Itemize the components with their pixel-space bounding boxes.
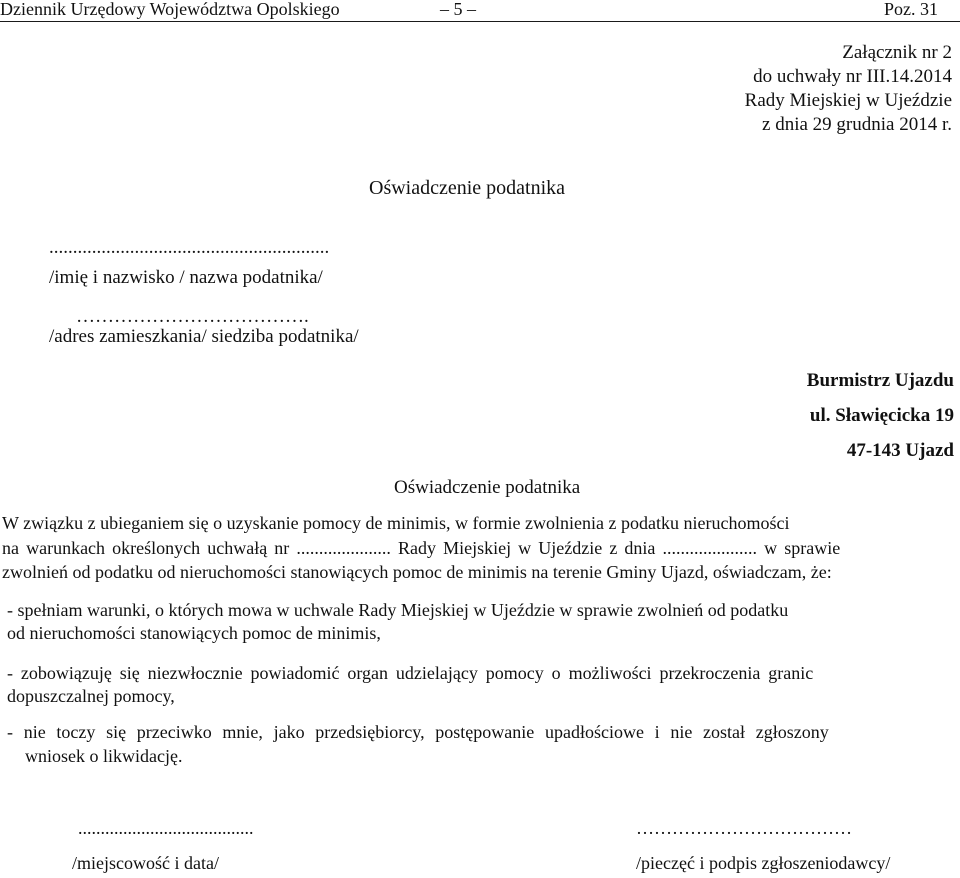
journal-title: Dziennik Urzędowy Województwa Opolskiego bbox=[0, 0, 340, 19]
list-item-3-line-2: wniosek o likwidację. bbox=[25, 746, 183, 766]
paragraph-line-1: W związku z ubieganiem się o uzyskanie pomocy de minimis, w formie zwolnienia z podatku nieruchomości bbox=[2, 513, 790, 533]
taxpayer-name-dots: ........................................................... bbox=[49, 237, 330, 258]
list-item-2-line-2: dopuszczalnej pomocy, bbox=[7, 686, 175, 706]
paragraph-line-2: na warunkach określonych uchwałą nr ..................... Rady Miejskiej w Ujeździe z dnia ..................... w sprawie bbox=[2, 538, 841, 558]
place-date-dots: ....................................... bbox=[78, 818, 254, 838]
place-date-label: /miejscowość i data/ bbox=[72, 853, 219, 873]
header-divider bbox=[0, 21, 960, 22]
list-item-3-line-1: - nie toczy się przeciwko mnie, jako przedsiębiorcy, postępowanie upadłościowe i nie został zgłoszony bbox=[7, 722, 829, 742]
attachment-line-2: do uchwały nr III.14.2014 bbox=[753, 66, 952, 87]
page-title: Oświadczenie podatnika bbox=[369, 177, 566, 199]
list-item-1-line-2: od nieruchomości stanowiących pomoc de minimis, bbox=[7, 623, 381, 643]
attachment-line-4: z dnia 29 grudnia 2014 r. bbox=[762, 114, 952, 135]
signature-label: /pieczęć i podpis zgłoszeniodawcy/ bbox=[636, 853, 891, 873]
taxpayer-address-dots: ………………………………. bbox=[76, 306, 309, 327]
recipient-line-1: Burmistrz Ujazdu bbox=[806, 370, 954, 391]
taxpayer-address-label: /adres zamieszkania/ siedziba podatnika/ bbox=[49, 326, 359, 347]
list-item-2-line-1: - zobowiązuję się niezwłocznie powiadomić organ udzielający pomocy o możliwości przekroczenia granic bbox=[7, 663, 814, 683]
taxpayer-name-label: /imię i nazwisko / nazwa podatnika/ bbox=[49, 267, 323, 288]
page-number: – 5 – bbox=[440, 0, 476, 19]
signature-dots: ……………………………… bbox=[636, 818, 852, 838]
recipient-line-2: ul. Sławięcicka 19 bbox=[809, 405, 954, 426]
paragraph-line-3: zwolnień od podatku od nieruchomości stanowiących pomoc de minimis na terenie Gminy Ujazd, oświadczam, że: bbox=[2, 562, 832, 582]
list-item-1-line-1: - spełniam warunki, o których mowa w uchwale Rady Miejskiej w Ujeździe w sprawie zwolnień od podatku bbox=[7, 600, 789, 620]
attachment-line-3: Rady Miejskiej w Ujeździe bbox=[744, 90, 952, 111]
statement-title: Oświadczenie podatnika bbox=[394, 477, 581, 498]
position-number: Poz. 31 bbox=[884, 0, 938, 19]
recipient-line-3: 47-143 Ujazd bbox=[846, 440, 954, 461]
attachment-line-1: Załącznik nr 2 bbox=[842, 42, 952, 63]
